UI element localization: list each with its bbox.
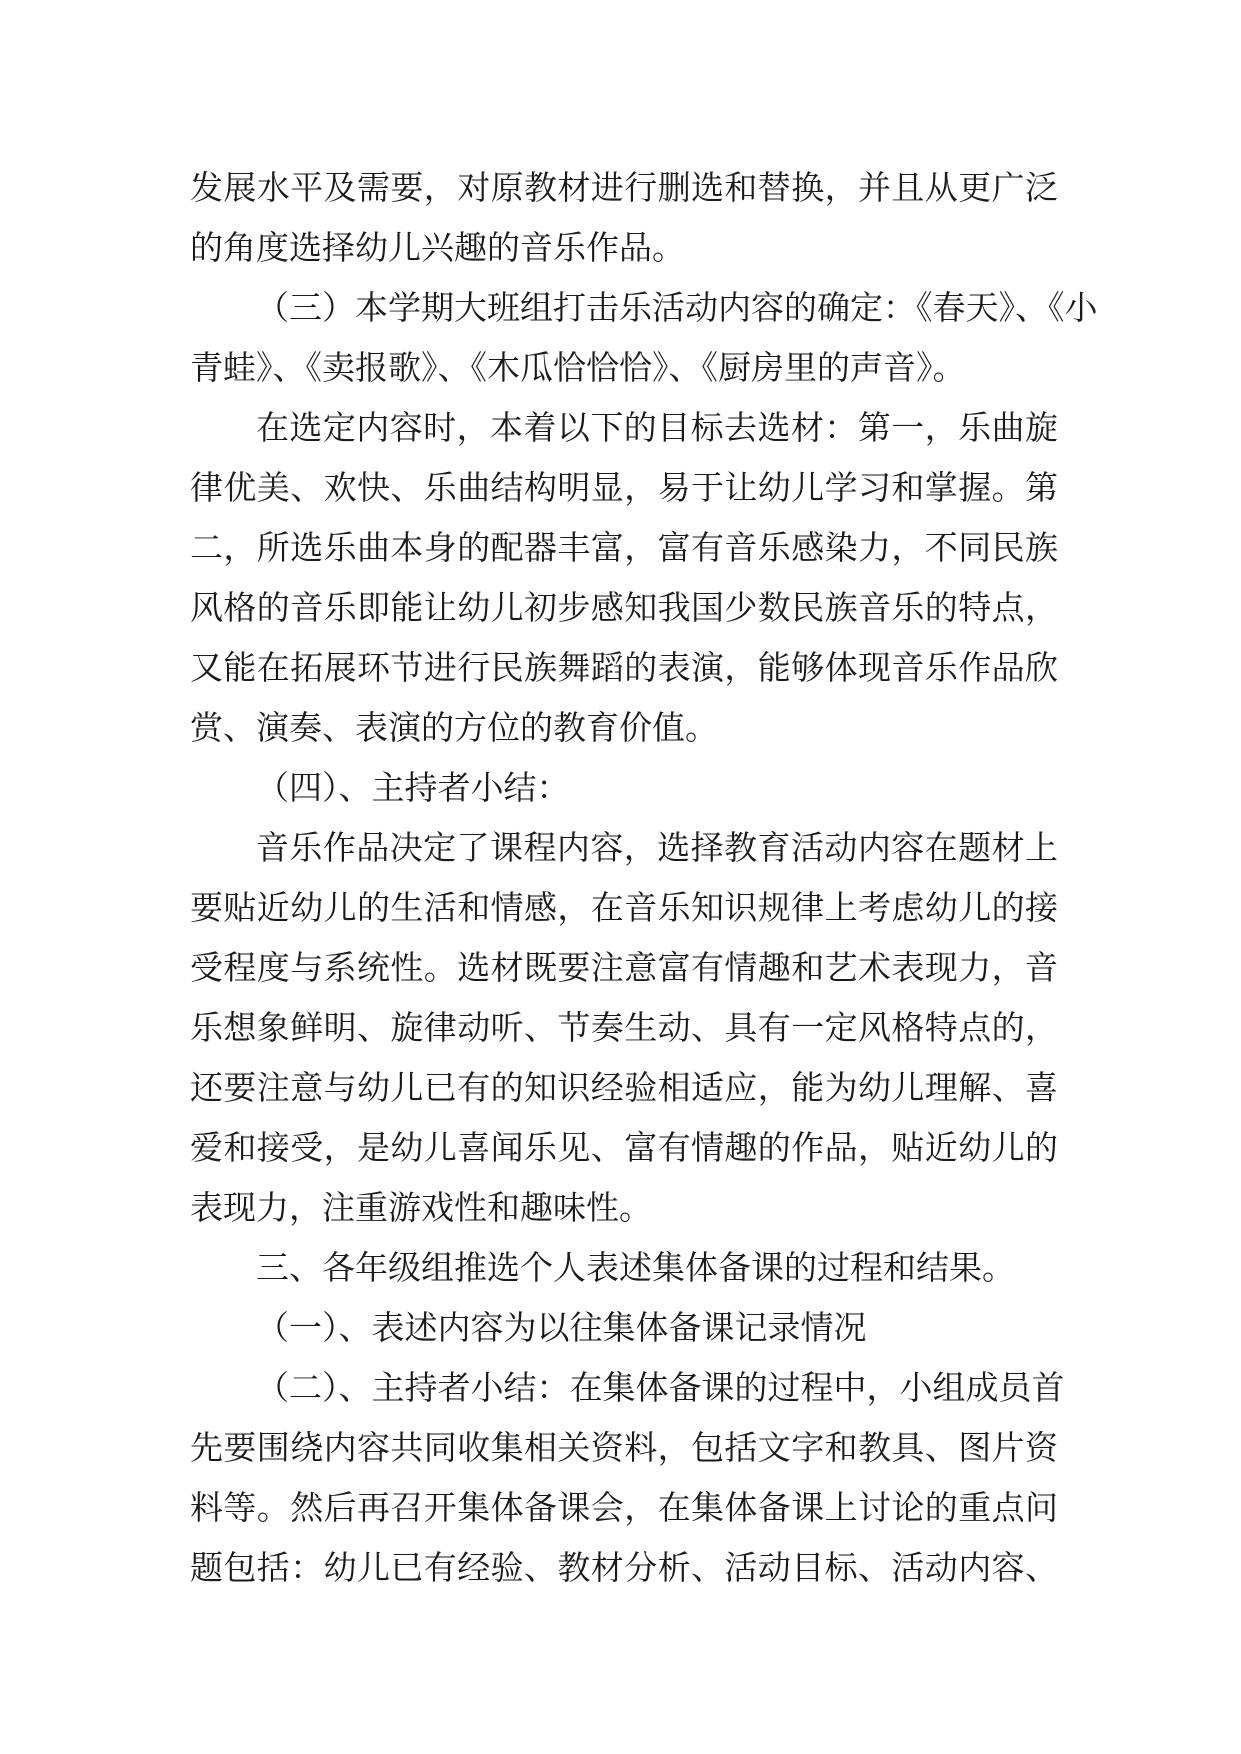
paragraph-line: 料等。然后再召开集体备课会，在集体备课上讨论的重点问 xyxy=(190,1488,1058,1527)
paragraph-line: 题包括：幼儿已有经验、教材分析、活动目标、活动内容、 xyxy=(190,1548,1058,1587)
paragraph-line: 发展水平及需要，对原教材进行删选和替换，并且从更广泛 xyxy=(190,168,1058,207)
paragraph-line: 风格的音乐即能让幼儿初步感知我国少数民族音乐的特点， xyxy=(190,588,1058,627)
document-body xyxy=(190,158,1098,1598)
paragraph-line: 赏、演奏、表演的方位的教育价值。 xyxy=(190,708,718,747)
paragraph-line: 二，所选乐曲本身的配器丰富，富有音乐感染力，不同民族 xyxy=(190,528,1058,567)
paragraph-line: 的角度选择幼儿兴趣的音乐作品。 xyxy=(190,228,685,267)
paragraph-line: （二）、主持者小结：在集体备课的过程中，小组成员首 xyxy=(256,1368,1065,1407)
paragraph-line: 表现力，注重游戏性和趣味性。 xyxy=(190,1188,652,1227)
section-heading-line: （一）、表述内容为以往集体备课记录情况 xyxy=(256,1308,867,1347)
paragraph-line: 乐想象鲜明、旋律动听、节奏生动、具有一定风格特点的， xyxy=(190,1008,1058,1047)
paragraph-line: 又能在拓展环节进行民族舞蹈的表演，能够体现音乐作品欣 xyxy=(190,648,1058,687)
paragraph-line: 要贴近幼儿的生活和情感，在音乐知识规律上考虑幼儿的接 xyxy=(190,888,1058,927)
paragraph-line: 受程度与系统性。选材既要注意富有情趣和艺术表现力，音 xyxy=(190,948,1058,987)
paragraph-line: 律优美、欢快、乐曲结构明显，易于让幼儿学习和掌握。第 xyxy=(190,468,1058,507)
section-heading-line: 三、各年级组推选个人表述集体备课的过程和结果。 xyxy=(256,1248,1015,1287)
paragraph-line: 在选定内容时，本着以下的目标去选材：第一，乐曲旋 xyxy=(256,408,1058,447)
paragraph-line: 音乐作品决定了课程内容，选择教育活动内容在题材上 xyxy=(256,828,1058,867)
paragraph-line: 爱和接受，是幼儿喜闻乐见、富有情趣的作品，贴近幼儿的 xyxy=(190,1128,1058,1167)
section-heading-line: （三）本学期大班组打击乐活动内容的确定：《春天》、《小 xyxy=(256,288,1098,327)
section-heading-line: （四）、主持者小结： xyxy=(256,768,570,807)
paragraph-line: 先要围绕内容共同收集相关资料，包括文字和教具、图片资 xyxy=(190,1428,1058,1467)
paragraph-line: 青蛙》、《卖报歌》、《木瓜恰恰恰》、《厨房里的声音》。 xyxy=(190,348,966,387)
paragraph-line: 还要注意与幼儿已有的知识经验相适应，能为幼儿理解、喜 xyxy=(190,1068,1058,1107)
